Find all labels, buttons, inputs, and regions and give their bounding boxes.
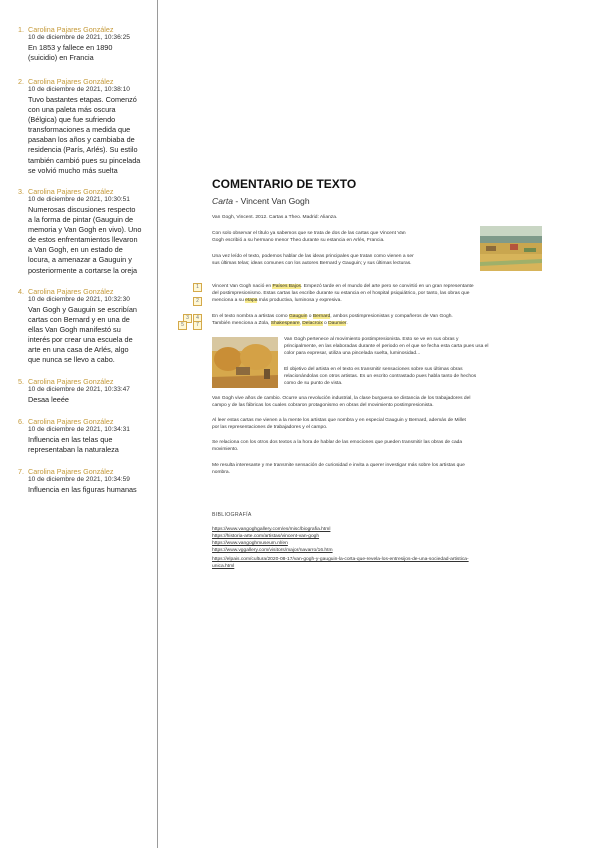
highlight-delacroix[interactable]: Delacroix: [302, 320, 323, 326]
paragraph-objective: El objetivo del artista en el texto es transmitir sensaciones sobre sus últimas obras relacionándolas con otros artistas. Es un escrito contrastado pues habla tanto de hechos como de su punto de vista.: [284, 367, 477, 386]
comment-date: 10 de diciembre de 2021, 10:30:51: [28, 196, 130, 203]
comment-text: Influencia en las telas que representaban la naturaleza: [28, 435, 119, 455]
comment-text: Van Gogh y Gauguin se escribían cartas con Bernard y en una de ellas Van Gogh manifestó su interés por crear una escuela de arte en una casa de Arlés, algo que nunca se llevo a cabo.: [28, 305, 137, 365]
comment-author: 3. Carolina Pajares González: [18, 187, 114, 196]
highlight-etapa[interactable]: etapa: [245, 297, 258, 303]
comment-text: Numerosas discusiones respecto a la forma de pintar (Gauguin de memoria y Van Gogh en vivo). Uno de estos enfrentamientos llevaron a Van Gogh, en un estado de locura, a amenazar a Gauguin y posteriormente a cortarse la oreja: [28, 205, 142, 275]
comment-author: 5. Carolina Pajares González: [18, 377, 114, 386]
painting-harvest-image: [480, 226, 542, 271]
comment-text: Desaa leeée: [28, 395, 69, 404]
painting-haystacks-image: [212, 337, 278, 388]
comment-text: En 1853 y fallece en 1890 (suicidio) en Francia: [28, 43, 113, 63]
comment-author: 4. Carolina Pajares González: [18, 287, 114, 296]
paragraph-biography: Vincent Van Gogh nació en Países Bajos. Empezó tarde en el mundo del arte pero se convirtió en un gran representante del postimpresionismo. Estas cartas las escribe durante su estancia en el hospital psiquiátrico, por tanto, las obras que menciona a su etapa más productiva, luminosa y expresiva.: [212, 284, 474, 303]
bibliography-link[interactable]: https://www.vggallery.com/visitors/major/navarro/16.htm: [212, 548, 333, 553]
comment-marker-7[interactable]: 7: [193, 321, 202, 330]
paragraph-intro: Con solo observar el título ya sabemos que se trata de dos de las cartas que Vincent Van Gogh escribió a su hermano menor Theo durante su estancia en Arlés, Francia.: [212, 231, 406, 243]
comment-marker-4[interactable]: 4: [193, 314, 202, 323]
comment-author: 2. Carolina Pajares González: [18, 77, 114, 86]
highlight-paises-bajos[interactable]: Países Bajos: [272, 284, 301, 289]
bibliography-link[interactable]: https://elpais.com/cultura/2020-08-17/van-gogh-y-gauguin-la-corta-que-revela-los-entresijos-de-una-sociedad-artistica-: [212, 557, 469, 562]
comment-author: 6. Carolina Pajares González: [18, 417, 114, 426]
paragraph-artists: En el texto nombra a artistas como Gauguin o Bernard, ambos postimpresionistas y compañeros de Van Gogh. También menciona a Zola, Shakespeare, Delacroix o Daumier.: [212, 314, 453, 326]
highlight-shakespeare[interactable]: Shakespeare: [270, 320, 300, 326]
paragraph-conclusion: Me resulta interesante y me transmite sensación de curiosidad e invita a querer investigar más sobre los artistas que nombra.: [212, 463, 465, 475]
comment-date: 10 de diciembre de 2021, 10:32:30: [28, 296, 130, 303]
comment-marker-2[interactable]: 2: [193, 297, 202, 306]
paragraph-reflection: Al leer estas cartas me vienen a la mente los artistas que nombra y en especial Gauguin y Bernard, además de Millet por las representaciones de trabajadores y el campo.: [212, 418, 466, 430]
bibliography-link[interactable]: https://www.vangoghmuseum.nl/en: [212, 541, 288, 546]
comment-date: 10 de diciembre de 2021, 10:38:10: [28, 86, 130, 93]
comment-date: 10 de diciembre de 2021, 10:34:59: [28, 476, 130, 483]
reference-line: Van Gogh, Vincent. 2012. Cartas a Theo. Madrid: Alianza.: [212, 215, 338, 220]
comment-date: 10 de diciembre de 2021, 10:34:31: [28, 426, 130, 433]
bibliography-link[interactable]: https://historia-arte.com/artistas/vincent-van-gogh: [212, 534, 320, 539]
paragraph-relation: Se relaciona con los otros dos textos a la hora de hablar de las emociones que pueden transmitir las obras de cada movimiento.: [212, 440, 463, 452]
bibliography-link[interactable]: unica.html: [212, 564, 235, 569]
paragraph-ideas: Una vez leído el texto, podemos hablar de las ideas principales que tratan como vienen a ser sus últimas telas; ideas comunes con los autores Bernard y Gauguin; y sus últimas lecturas.: [212, 254, 414, 266]
comment-marker-3[interactable]: 3: [183, 314, 192, 323]
page-subtitle: Carta - Vincent Van Gogh: [212, 196, 310, 206]
paragraph-context: Van Gogh vive años de cambio. Ocurre una revolución industrial, la clase burguesa se distancia de los trabajadores del campo y de las fábricas los cuales cobraron protagonismo en obras del movimiento postimpresionista.: [212, 396, 471, 408]
comment-marker-1[interactable]: 1: [193, 283, 202, 292]
comment-author: 7. Carolina Pajares González: [18, 467, 114, 476]
bibliography-heading: BIBLIOGRAFÍA: [212, 512, 252, 518]
bibliography-link[interactable]: https://www.vangoghgallery.com/es/misc/biografia.html: [212, 527, 331, 532]
comment-date: 10 de diciembre de 2021, 10:33:47: [28, 386, 130, 393]
comment-text: Influencia en las figuras humanas: [28, 485, 137, 494]
comment-marker-5[interactable]: 5: [178, 321, 187, 330]
page-title: COMENTARIO DE TEXTO: [212, 177, 357, 191]
highlight-bernard[interactable]: Bernard: [312, 314, 331, 319]
comment-text: Tuvo bastantes etapas. Comenzó con una paleta más oscura (Bélgica) que fue sufriendo transformaciones a medida que pasaban los años y cambiaba de residencia (París, Arlés). Su estilo también cambió pues su pincelada se volvió mucho más suelta: [28, 95, 141, 175]
highlight-daumier[interactable]: Daumier: [328, 320, 347, 326]
comment-date: 10 de diciembre de 2021, 10:36:25: [28, 34, 130, 41]
comment-author: 1. Carolina Pajares González: [18, 25, 114, 34]
highlight-gauguin[interactable]: Gauguin: [288, 314, 308, 319]
paragraph-movement: Van Gogh pertenece al movimiento postimpresionista. Esto se ve en sus obras y principalmente, en las elaboradas durante el periodo en el que se fecha esta carta pues usa el color para expresar, utiliza una pincelada suelta, luminosidad...: [284, 337, 489, 356]
